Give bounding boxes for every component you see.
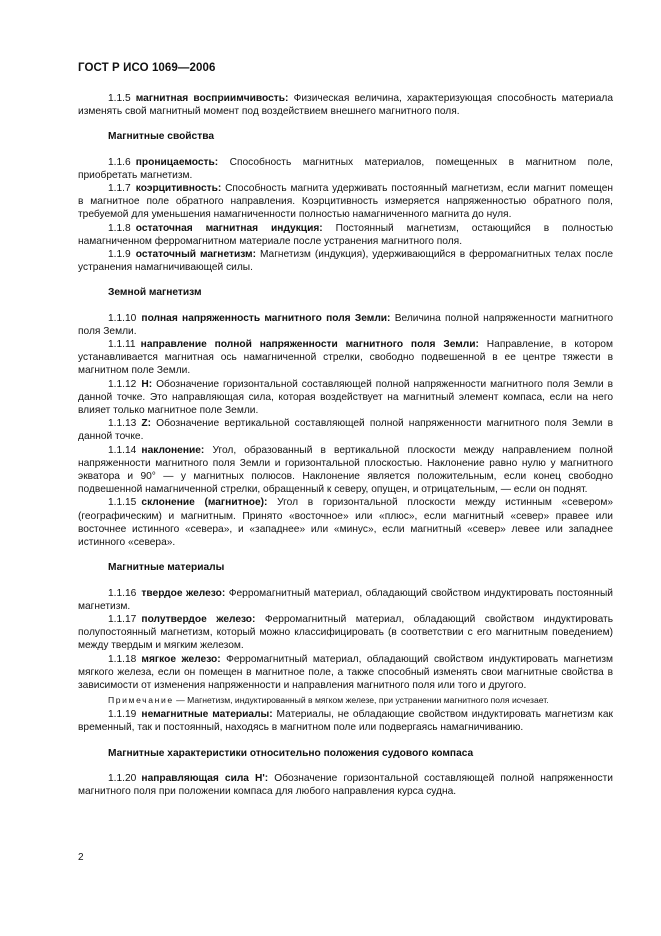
definition-paragraph (78, 378, 613, 418)
term: полная напряженность магнитного поля Земли: (141, 312, 391, 324)
clause-number: 1.1.20 (108, 772, 137, 784)
term: мягкое железо: (141, 653, 221, 665)
definition-text: Ферромагнитный материал, обладающий свойством индуктировать полупостоянный магнетизм, который можно классифицировать (в соответствии с его магнитным поведением) между твердым и мягким железом. (78, 613, 613, 652)
term: остаточный магнетизм: (135, 249, 256, 261)
definition-paragraph (78, 417, 613, 443)
definition-paragraph (78, 248, 613, 274)
term: остаточная магнитная индукция: (135, 222, 323, 234)
definition-paragraph (78, 496, 613, 549)
definition-paragraph (78, 444, 613, 497)
clause-number: 1.1.8 (108, 222, 131, 234)
definition-text: Направление, в котором устанавливается магнитная ось намагниченной стрелки, свободно подвешенной в ее центре тяжести в магнитном поле Земли. (78, 339, 613, 377)
section-heading: Земной магнетизм (108, 287, 202, 299)
document-body (78, 92, 613, 798)
section-heading: Магнитные материалы (108, 562, 225, 574)
term: немагнитные материалы: (141, 709, 273, 721)
definition-paragraph (78, 708, 613, 734)
clause-number: 1.1.5 (108, 93, 131, 104)
definition-text: Величина полной напряженности магнитного поля Земли. (78, 312, 613, 337)
definition-text: Способность магнитных материалов, помещенных в магнитном поле, приобретать магнетизм. (78, 156, 613, 181)
definition-paragraph (78, 222, 613, 248)
term: направляющая сила H': (141, 772, 269, 784)
definition-text: Постоянный магнетизм, остающийся в полностью намагниченном ферромагнитном материале после устранения магнитного поля. (78, 222, 613, 247)
definition-paragraph (78, 338, 613, 378)
term: направление полной напряженности магнитного поля Земли: (140, 339, 479, 351)
clause-number: 1.1.14 (108, 444, 137, 456)
clause-number: 1.1.15 (108, 497, 137, 509)
clause-number: 1.1.9 (108, 249, 131, 261)
definition-text: Обозначение горизонтальной составляющей полной напряженности магнитного поля Земли в данной точке. Это направляющая сила, которая воздействует на магнитный элемент компаса, если на него влияет только магнитное поле Земли. (78, 378, 613, 417)
clause-number: 1.1.19 (108, 709, 137, 721)
clause-number: 1.1.7 (108, 183, 131, 195)
definition-text: Ферромагнитный материал, обладающий свойством индуктировать постоянный магнетизм. (78, 587, 613, 612)
definition-text: Обозначение вертикальной составляющей полной напряженности магнитного поля Земли в данной точке. (78, 418, 613, 443)
definition-text: Ферромагнитный материал, обладающий свойством индуктировать магнетизм мягкого железа, если он помещен в магнитное поле, а также способный изменять свои магнитные свойства в зависимости от изменения напряженности и направления магнитного поля или того и другого. (78, 653, 613, 691)
clause-number: 1.1.17 (108, 613, 137, 625)
definition-paragraph (78, 312, 613, 338)
clause-number: 1.1.11 (108, 339, 136, 351)
clause-number: 1.1.13 (108, 418, 137, 430)
term: полутвердое железо: (141, 613, 256, 625)
term: Z: (141, 418, 152, 430)
note-text: — Магнетизм, индуктированный в мягком железе, при устранении магнитного поля исчезает. (173, 695, 549, 706)
term: H: (141, 378, 153, 390)
note-label: Примечание (108, 695, 174, 706)
definition-paragraph (78, 772, 613, 798)
term: коэрцитивность: (135, 183, 222, 195)
clause-number: 1.1.10 (108, 312, 137, 324)
term: наклонение: (141, 444, 205, 456)
document-header: ГОСТ Р ИСО 1069—2006 (78, 62, 216, 74)
definition-paragraph (78, 587, 613, 613)
definition-text: Магнетизм (индукция), удерживающийся в ферромагнитных телах после устранения намагничивающей силы. (78, 249, 613, 274)
note (78, 694, 613, 706)
definition-text: Обозначение горизонтальной составляющей полной напряженности магнитного поля при положении компаса для любого направления курса судна. (78, 772, 613, 797)
definition-paragraph (78, 182, 613, 222)
definition-text: Физическая величина, характеризующая способность материала изменять свой магнитный момент под воздействием внешнего магнитного поля. (78, 93, 613, 118)
term: склонение (магнитное): (141, 497, 268, 509)
definition-text: Материалы, не обладающие свойством индуктировать магнетизм как временный, так и постоянный, находясь в магнитном поле или подвергаясь намагничиванию. (78, 709, 613, 734)
clause-number: 1.1.12 (108, 378, 137, 390)
definition-text: Угол в горизонтальной плоскости между истинным «севером» (географическим) и магнитным. Принято «восточное» или «плюс», если магнитный «север» правее или восточнее истинного «севера», и «западнее» или «минус», если магнитный «север» левее или западнее истинного «севера». (78, 497, 613, 549)
section-heading: Магнитные свойства (108, 131, 215, 143)
term: твердое железо: (141, 587, 226, 599)
clause-number: 1.1.6 (108, 156, 131, 168)
definition-paragraph (78, 613, 613, 653)
clause-number: 1.1.18 (108, 653, 137, 665)
clause-number: 1.1.16 (108, 587, 137, 599)
definition-paragraph (78, 156, 613, 182)
definition-text: Угол, образованный в вертикальной плоскости между направлением полной напряженности магнитного поля Земли и горизонтальной плоскостью. Наклонение равно нулю у магнитного экватора и 90° — у магнитных полюсов. Наклонение является положительным, если конец свободно подвешенной намагниченной стрелки, обращенный к северу, опущен, и отрицательным, — если он поднят. (78, 444, 613, 496)
term: проницаемость: (135, 156, 219, 168)
definition-paragraph (78, 92, 613, 118)
definition-paragraph (78, 653, 613, 693)
page-number: 2 (78, 852, 84, 863)
term: магнитная восприимчивость: (135, 93, 289, 104)
definition-text: Способность магнита удерживать постоянный магнетизм, если магнит помещен в магнитное поле обратного направления. Коэрцитивность измеряется напряженностью обратного поля, требуемой для уменьшения намагниченности полностью намагниченного магнита до нуля. (78, 183, 613, 221)
section-heading: Магнитные характеристики относительно положения судового компаса (108, 747, 474, 759)
